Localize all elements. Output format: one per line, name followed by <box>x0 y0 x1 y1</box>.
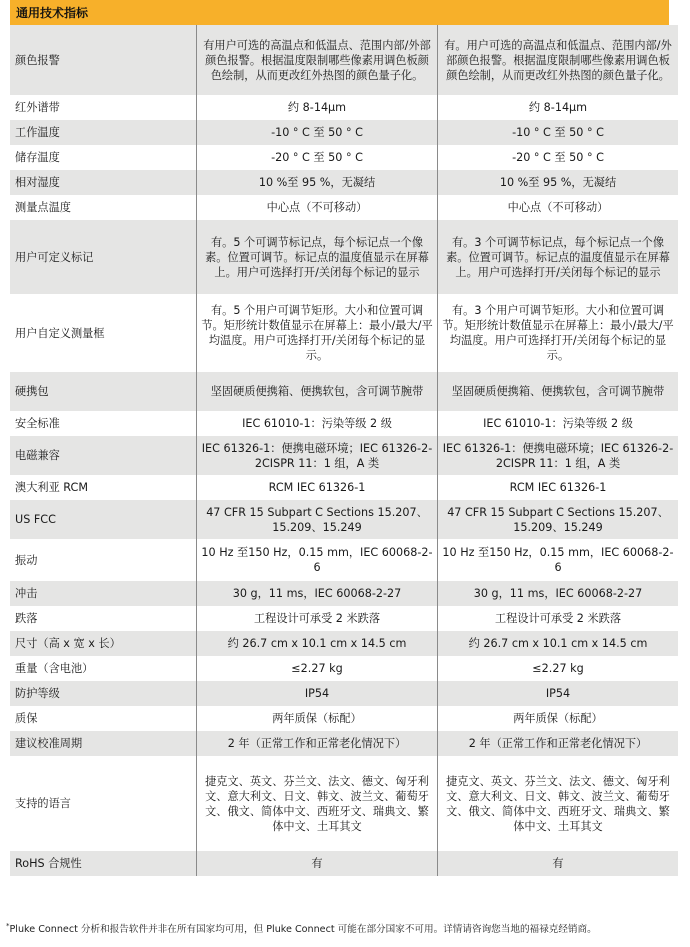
row-label: 振动 <box>10 539 197 581</box>
row-value-col2: 约 8-14μm <box>438 95 679 120</box>
row-value-col1: 工程设计可承受 2 米跌落 <box>197 606 438 631</box>
table-row <box>10 756 678 851</box>
row-label: 用户自定义测量框 <box>10 294 197 372</box>
row-value-col1: 约 8-14μm <box>197 95 438 120</box>
row-value-col2: ≤2.27 kg <box>438 656 679 681</box>
row-label: 安全标准 <box>10 411 197 436</box>
row-value-col2: -20 ° C 至 50 ° C <box>438 145 679 170</box>
row-label: 重量（含电池） <box>10 656 197 681</box>
table-row <box>10 294 678 372</box>
row-value-col1: 有。5 个用户可调节矩形。大小和位置可调节。矩形统计数值显示在屏幕上：最小/最大/平均温度。用户可选择打开/关闭每个标记的显示。 <box>197 294 438 372</box>
row-value-col2: 约 26.7 cm x 10.1 cm x 14.5 cm <box>438 631 679 656</box>
row-label: 防护等级 <box>10 681 197 706</box>
row-value-col2: 10 Hz 至150 Hz，0.15 mm，IEC 60068-2-6 <box>438 539 679 581</box>
row-value-col2: 10 %至 95 %，无凝结 <box>438 170 679 195</box>
table-row <box>10 539 678 581</box>
table-row <box>10 95 678 120</box>
table-row <box>10 220 678 294</box>
table-row <box>10 411 678 436</box>
table-row <box>10 145 678 170</box>
row-value-col1: IP54 <box>197 681 438 706</box>
row-value-col2: 捷克文、英文、芬兰文、法文、德文、匈牙利文、意大利文、日文、韩文、波兰文、葡萄牙 文、俄文、简体中文、西班牙文、瑞典文、繁体中文、土耳其文 <box>438 756 679 851</box>
row-value-col1: 30 g，11 ms，IEC 60068-2-27 <box>197 581 438 606</box>
row-label: 支持的语言 <box>10 756 197 851</box>
row-value-col2: 30 g，11 ms，IEC 60068-2-27 <box>438 581 679 606</box>
row-value-col1: 有。5 个可调节标记点，每个标记点一个像素。位置可调节。标记点的温度值显示在屏幕上。用户可选择打开/关闭每个标记的显示 <box>197 220 438 294</box>
row-value-col2: IP54 <box>438 681 679 706</box>
row-value-col2: IEC 61010-1：污染等级 2 级 <box>438 411 679 436</box>
row-label: US FCC <box>10 500 197 539</box>
row-label: 冲击 <box>10 581 197 606</box>
row-value-col2: IEC 61326-1：便携电磁环境；IEC 61326-2-2CISPR 11：1 组，A 类 <box>438 436 679 475</box>
footnote-text: Pluke Connect 分析和报告软件并非在所有国家均可用，但 Pluke Connect 可能在部分国家不可用。详情请咨询您当地的福禄克经销商。 <box>9 924 597 936</box>
section-header <box>10 0 669 25</box>
row-label: 相对湿度 <box>10 170 197 195</box>
spec-table <box>10 25 678 876</box>
row-label: 用户可定义标记 <box>10 220 197 294</box>
table-row <box>10 681 678 706</box>
table-row <box>10 851 678 876</box>
row-label: 质保 <box>10 706 197 731</box>
row-value-col1: RCM IEC 61326-1 <box>197 475 438 500</box>
row-label: 跌落 <box>10 606 197 631</box>
row-value-col1: IEC 61010-1：污染等级 2 级 <box>197 411 438 436</box>
row-value-col2: RCM IEC 61326-1 <box>438 475 679 500</box>
row-value-col1: 约 26.7 cm x 10.1 cm x 14.5 cm <box>197 631 438 656</box>
row-value-col2: 两年质保（标配） <box>438 706 679 731</box>
footnote-marker: * <box>6 922 10 930</box>
row-value-col2: 有。3 个用户可调节矩形。大小和位置可调节。矩形统计数值显示在屏幕上：最小/最大/平均温度。用户可选择打开/关闭每个标记的显示。 <box>438 294 679 372</box>
row-value-col1: 47 CFR 15 Subpart C Sections 15.207、15.209、15.249 <box>197 500 438 539</box>
row-label: 澳大利亚 RCM <box>10 475 197 500</box>
row-value-col1: ≤2.27 kg <box>197 656 438 681</box>
row-label: 储存温度 <box>10 145 197 170</box>
table-row <box>10 436 678 475</box>
table-row <box>10 25 678 95</box>
row-label: 红外谱带 <box>10 95 197 120</box>
row-label: 工作温度 <box>10 120 197 145</box>
row-label: 硬携包 <box>10 372 197 411</box>
row-value-col2: 2 年（正常工作和正常老化情况下） <box>438 731 679 756</box>
row-value-col1: 坚固硬质便携箱、便携软包，含可调节腕带 <box>197 372 438 411</box>
table-row <box>10 606 678 631</box>
row-label: 电磁兼容 <box>10 436 197 475</box>
table-row <box>10 706 678 731</box>
spec-page <box>10 0 674 876</box>
row-label: 建议校准周期 <box>10 731 197 756</box>
row-value-col2: 工程设计可承受 2 米跌落 <box>438 606 679 631</box>
row-value-col1: 10 %至 95 %，无凝结 <box>197 170 438 195</box>
row-label: 测量点温度 <box>10 195 197 220</box>
row-value-col2: 47 CFR 15 Subpart C Sections 15.207、15.209、15.249 <box>438 500 679 539</box>
table-row <box>10 656 678 681</box>
row-value-col1: 有用户可选的高温点和低温点、范围内部/外部颜色报警。根据温度限制哪些像素用调色板颜色绘制，从而更改红外热图的颜色量子化。 <box>197 25 438 95</box>
row-value-col1: 2 年（正常工作和正常老化情况下） <box>197 731 438 756</box>
row-value-col1: -10 ° C 至 50 ° C <box>197 120 438 145</box>
footnote <box>6 920 676 936</box>
row-value-col1: 两年质保（标配） <box>197 706 438 731</box>
row-value-col1: IEC 61326-1：便携电磁环境；IEC 61326-2-2CISPR 11：1 组，A 类 <box>197 436 438 475</box>
row-value-col1: 中心点（不可移动） <box>197 195 438 220</box>
table-row <box>10 195 678 220</box>
row-value-col1: 捷克文、英文、芬兰文、法文、德文、匈牙利文、意大利文、日文、韩文、波兰文、葡萄牙 文、俄文、简体中文、西班牙文、瑞典文、繁体中文、土耳其文 <box>197 756 438 851</box>
row-value-col2: 坚固硬质便携箱、便携软包，含可调节腕带 <box>438 372 679 411</box>
row-label: 尺寸（高 x 宽 x 长） <box>10 631 197 656</box>
row-label: RoHS 合规性 <box>10 851 197 876</box>
table-row <box>10 581 678 606</box>
row-value-col2: 中心点（不可移动） <box>438 195 679 220</box>
table-row <box>10 475 678 500</box>
row-value-col2: 有。3 个可调节标记点，每个标记点一个像素。位置可调节。标记点的温度值显示在屏幕上。用户可选择打开/关闭每个标记的显示 <box>438 220 679 294</box>
table-row <box>10 731 678 756</box>
row-value-col1: 10 Hz 至150 Hz，0.15 mm，IEC 60068-2-6 <box>197 539 438 581</box>
table-row <box>10 120 678 145</box>
row-value-col2: 有。用户可选的高温点和低温点、范围内部/外部颜色报警。根据温度限制哪些像素用调色板颜色绘制，从而更改红外热图的颜色量子化。 <box>438 25 679 95</box>
row-value-col1: 有 <box>197 851 438 876</box>
row-value-col2: -10 ° C 至 50 ° C <box>438 120 679 145</box>
table-row <box>10 170 678 195</box>
section-title: 通用技术指标 <box>16 6 89 20</box>
row-value-col1: -20 ° C 至 50 ° C <box>197 145 438 170</box>
row-value-col2: 有 <box>438 851 679 876</box>
row-label: 颜色报警 <box>10 25 197 95</box>
table-row <box>10 500 678 539</box>
table-row <box>10 372 678 411</box>
table-row <box>10 631 678 656</box>
